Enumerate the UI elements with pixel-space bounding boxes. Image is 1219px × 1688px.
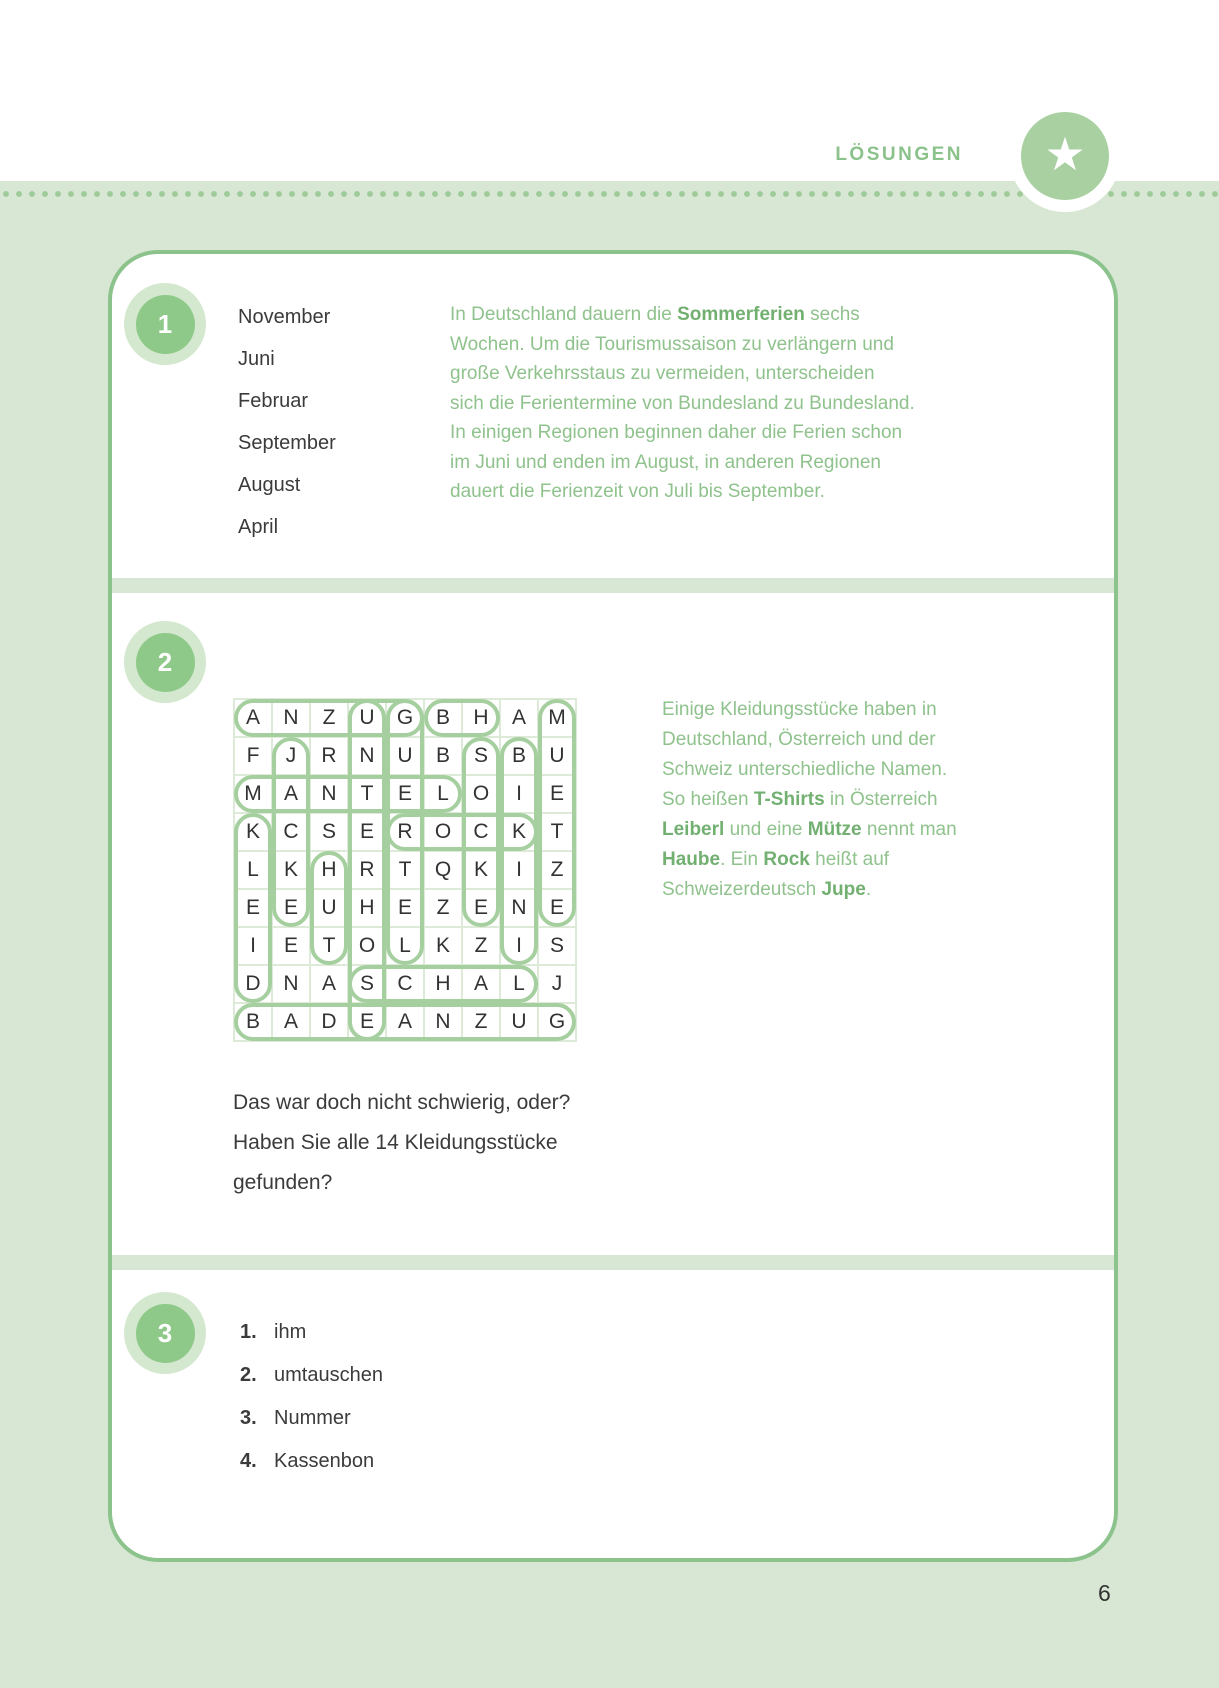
section-2-number: 2 [136, 633, 195, 692]
answer-list [240, 1311, 383, 1483]
grid-letter: S [349, 966, 385, 1002]
grid-letter: A [387, 1004, 423, 1040]
grid-letter: I [501, 852, 537, 888]
text-segment: gefunden? [233, 1171, 333, 1194]
grid-letter: Z [463, 1004, 499, 1040]
grid-letter: M [235, 776, 271, 812]
text-segment: und eine [724, 819, 808, 840]
text-segment: Das war doch nicht schwierig, oder? [233, 1091, 571, 1114]
grid-letter: E [349, 814, 385, 850]
grid-letter: U [349, 700, 385, 736]
grid-letter: N [501, 890, 537, 926]
month-item: April [238, 516, 279, 538]
month-item: November [238, 306, 331, 328]
text-segment: nennt man [861, 819, 957, 840]
grid-letter: A [273, 776, 309, 812]
grid-letter: E [387, 890, 423, 926]
star-icon: ★ [1044, 128, 1086, 180]
page-number: 6 [1098, 1580, 1111, 1606]
answer-item-text: ihm [274, 1321, 307, 1343]
answer-item-text: Kassenbon [274, 1450, 375, 1472]
bold-term: Leiberl [662, 819, 725, 840]
grid-letter: T [387, 852, 423, 888]
grid-letter: E [273, 890, 309, 926]
text-segment: große Verkehrsstaus zu vermeiden, unterscheiden [450, 363, 875, 384]
text-segment: dauert die Ferienzeit von Juli bis September. [450, 481, 825, 502]
solutions-card [108, 250, 1118, 1562]
grid-letter: B [235, 1004, 271, 1040]
answer-item-number: 3. [240, 1407, 257, 1429]
grid-letter: S [463, 738, 499, 774]
text-segment: Einige Kleidungsstücke haben in [662, 699, 937, 720]
grid-letter: A [273, 1004, 309, 1040]
grid-letter: K [425, 928, 461, 964]
text-segment: Schweizerdeutsch [662, 879, 822, 900]
bold-term: T-Shirts [753, 789, 825, 810]
answer-item [240, 1440, 383, 1483]
grid-letter: O [349, 928, 385, 964]
grid-letter: H [349, 890, 385, 926]
text-segment: . Ein [720, 849, 764, 870]
bold-term: Mütze [807, 819, 862, 840]
section-2-paragraph [662, 695, 992, 905]
grid-letter: Q [425, 852, 461, 888]
grid-letter: K [273, 852, 309, 888]
grid-letter: B [425, 738, 461, 774]
grid-letter: N [273, 966, 309, 1002]
grid-letter: G [387, 700, 423, 736]
grid-letter: E [235, 890, 271, 926]
text-segment: Wochen. Um die Tourismussaison zu verlängern und [450, 333, 894, 355]
grid-letter: I [501, 776, 537, 812]
grid-letter: J [273, 738, 309, 774]
grid-letter: L [425, 776, 461, 812]
month-item: Februar [238, 390, 309, 412]
grid-letter: A [311, 966, 347, 1002]
section-divider-2 [108, 1255, 1118, 1270]
months-list [238, 296, 336, 548]
month-item: Juni [238, 348, 275, 370]
grid-letter: S [539, 928, 575, 964]
grid-letter: O [463, 776, 499, 812]
grid-letter: N [311, 776, 347, 812]
text-segment: sechs [804, 304, 860, 325]
grid-letter: Z [311, 700, 347, 736]
grid-letter: D [235, 966, 271, 1002]
grid-letter: L [235, 852, 271, 888]
grid-letter: T [539, 814, 575, 850]
text-segment: In Deutschland dauern die [450, 304, 678, 325]
grid-letter: I [501, 928, 537, 964]
grid-letter: R [349, 852, 385, 888]
grid-letter: E [349, 1004, 385, 1040]
grid-letter: H [463, 700, 499, 736]
grid-letter: Z [463, 928, 499, 964]
section-1-number: 1 [136, 295, 195, 354]
text-segment: im Juni und enden im August, in anderen Regionen [450, 451, 881, 473]
word-search-grid [233, 698, 577, 1042]
section-3-number-badge [124, 1292, 206, 1374]
grid-letter: C [387, 966, 423, 1002]
grid-letter: B [425, 700, 461, 736]
answer-item [240, 1397, 383, 1440]
word-search-cells [235, 700, 575, 1040]
star-badge [1009, 100, 1121, 212]
grid-letter: B [501, 738, 537, 774]
grid-letter: A [501, 700, 537, 736]
grid-letter: T [311, 928, 347, 964]
grid-letter: Z [425, 890, 461, 926]
grid-letter: A [463, 966, 499, 1002]
answer-item [240, 1311, 383, 1354]
text-segment: heißt auf [809, 849, 890, 870]
section-1-paragraph [450, 300, 990, 507]
grid-letter: K [235, 814, 271, 850]
section-2-number-badge [124, 621, 206, 703]
section-2-note [233, 1083, 570, 1203]
grid-letter: K [501, 814, 537, 850]
grid-letter: O [425, 814, 461, 850]
grid-letter: G [539, 1004, 575, 1040]
grid-letter: U [387, 738, 423, 774]
text-segment: sich die Ferientermine von Bundesland zu Bundesland. [450, 392, 915, 414]
grid-letter: R [387, 814, 423, 850]
grid-letter: E [463, 890, 499, 926]
answer-item-text: umtauschen [274, 1364, 383, 1386]
text-segment: Schweiz unterschiedliche Namen. [662, 759, 948, 780]
grid-letter: N [273, 700, 309, 736]
answer-item [240, 1354, 383, 1397]
page-title: LÖSUNGEN [835, 144, 963, 165]
section-3-number: 3 [136, 1304, 195, 1363]
bold-term: Jupe [821, 879, 866, 900]
grid-letter: J [539, 966, 575, 1002]
grid-letter: C [463, 814, 499, 850]
text-segment: Haben Sie alle 14 Kleidungsstücke [233, 1131, 558, 1154]
grid-letter: E [273, 928, 309, 964]
grid-letter: N [425, 1004, 461, 1040]
answer-item-number: 1. [240, 1321, 257, 1343]
text-segment: Deutschland, Österreich und der [662, 729, 936, 750]
bold-term: Rock [763, 849, 810, 870]
bold-term: Haube [662, 849, 721, 870]
grid-letter: U [311, 890, 347, 926]
grid-letter: C [273, 814, 309, 850]
text-segment: in Österreich [824, 789, 938, 810]
grid-letter: E [539, 890, 575, 926]
grid-letter: H [311, 852, 347, 888]
grid-letter: R [311, 738, 347, 774]
month-item: August [238, 474, 301, 496]
text-segment: . [865, 879, 872, 900]
grid-letter: L [387, 928, 423, 964]
section-1-number-badge [124, 283, 206, 365]
section-divider-1 [108, 578, 1118, 593]
grid-letter: T [349, 776, 385, 812]
grid-letter: Z [539, 852, 575, 888]
grid-letter: M [539, 700, 575, 736]
grid-letter: D [311, 1004, 347, 1040]
grid-letter: N [349, 738, 385, 774]
grid-letter: E [387, 776, 423, 812]
bold-term: Sommerferien [677, 304, 805, 325]
grid-letter: U [539, 738, 575, 774]
text-segment: In einigen Regionen beginnen daher die Ferien schon [450, 422, 903, 443]
grid-letter: E [539, 776, 575, 812]
grid-letter: K [463, 852, 499, 888]
answer-item-text: Nummer [274, 1407, 351, 1429]
grid-letter: I [235, 928, 271, 964]
answer-item-number: 2. [240, 1364, 257, 1386]
grid-letter: S [311, 814, 347, 850]
grid-letter: F [235, 738, 271, 774]
grid-letter: U [501, 1004, 537, 1040]
month-item: September [238, 432, 336, 454]
text-segment: So heißen [662, 789, 754, 810]
grid-letter: L [501, 966, 537, 1002]
grid-letter: A [235, 700, 271, 736]
answer-item-number: 4. [240, 1450, 257, 1472]
grid-letter: H [425, 966, 461, 1002]
